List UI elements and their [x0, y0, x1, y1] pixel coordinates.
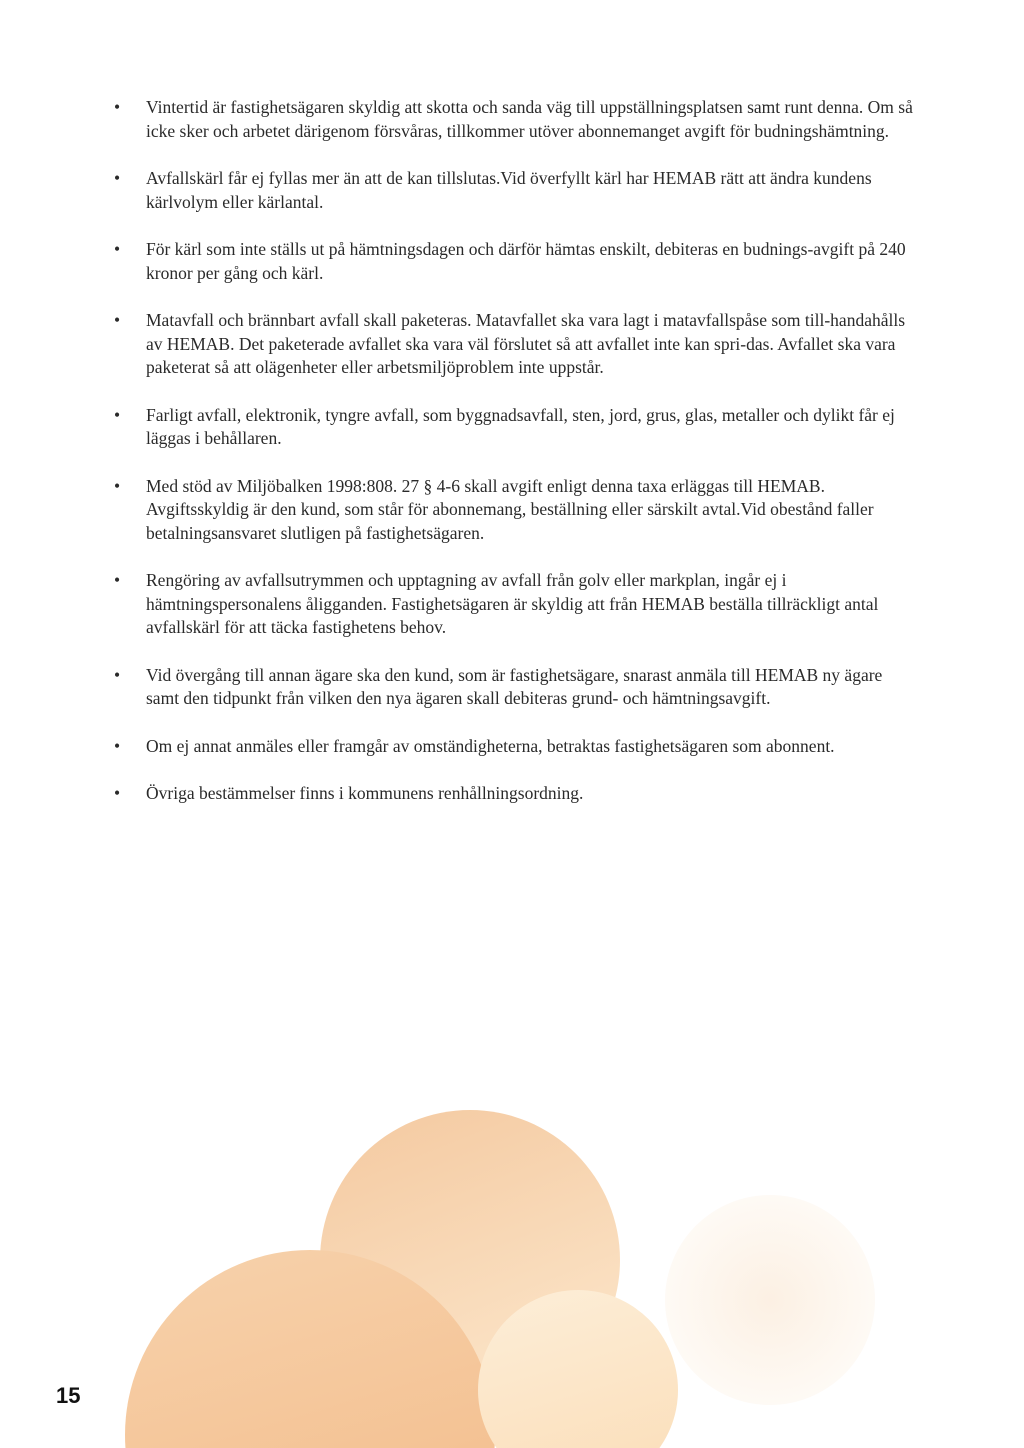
list-item-text: Vid övergång till annan ägare ska den kund, som är fastighetsägare, snarast anmäla till HEMAB ny ägare samt den tidpunkt från vilken den nya ägaren skall debiteras grund- och hämtningsavgift. [146, 664, 883, 708]
list-item-text: Vintertid är fastighetsägaren skyldig att skotta och sanda väg till uppställningsplatsen samt runt denna. Om så icke sker och arbetet därigenom försvåras, tillkommer utöver abonnemanget avgift för budningshämtning. [146, 97, 913, 141]
list-item-text: Farligt avfall, elektronik, tyngre avfall, som byggnadsavfall, sten, jord, grus, glas, metaller och dylikt får ej läggas i behållaren. [146, 404, 895, 448]
list-item [114, 664, 914, 711]
terms-bullet-list [114, 96, 914, 830]
list-item [114, 735, 914, 759]
list-item-text: Matavfall och brännbart avfall skall paketeras. Matavfallet ska vara lagt i matavfallspåse som till-handahålls av HEMAB. Det paketerade avfallet ska vara väl förslutet så att avfallet inte kan spri-das. Avfallet ska vara paketerat så att olägenheter eller arbetsmiljöproblem inte uppstår. [146, 310, 906, 377]
list-item [114, 782, 914, 806]
bullet-icon: • [114, 664, 121, 685]
page-number: 15 [56, 1383, 81, 1408]
bullet-icon: • [114, 310, 121, 330]
list-item [114, 569, 914, 640]
list-item-text: Med stöd av Miljöbalken 1998:808. 27 § 4-6 skall avgift enligt denna taxa erläggas till HEMAB. Avgiftsskyldig är den kund, som står för abonnemang, beställning eller särskilt avtal.Vid obestånd faller betalningsansvaret slutligen på fastighetsägaren. [146, 475, 874, 543]
list-item [114, 475, 914, 546]
list-item [114, 96, 914, 143]
list-item [114, 404, 914, 451]
bullet-icon: • [114, 168, 121, 188]
bullet-icon: • [114, 404, 121, 425]
bullet-icon: • [114, 570, 121, 590]
list-item-text: Rengöring av avfallsutrymmen och upptagning av avfall från golv eller markplan, ingår ej i hämtningspersonalens åligganden. Fastighetsägaren är skyldig att från HEMAB beställa tillräckligt antal avfallskärl för att täcka fastighetens behov. [146, 570, 879, 637]
faint-circle [665, 1195, 875, 1405]
bullet-icon: • [114, 239, 121, 259]
list-item [114, 309, 914, 380]
list-item-text: Avfallskärl får ej fyllas mer än att de kan tillslutas.Vid överfyllt kärl har HEMAB rätt att ändra kundens kärlvolym eller kärlantal. [146, 168, 872, 212]
bullet-icon: • [114, 783, 121, 803]
list-item-text: Om ej annat anmäles eller framgår av omständigheterna, betraktas fastighetsägaren som abonnent. [146, 735, 835, 756]
list-item-text: För kärl som inte ställs ut på hämtningsdagen och därför hämtas enskilt, debiteras en budnings-avgift på 240 kronor per gång och kärl. [146, 239, 906, 283]
bullet-icon: • [114, 475, 121, 496]
bullet-icon: • [114, 735, 121, 756]
list-item [114, 238, 914, 285]
list-item [114, 167, 914, 214]
list-item-text: Övriga bestämmelser finns i kommunens renhållningsordning. [146, 783, 584, 803]
decorative-circles [0, 1060, 1024, 1448]
bullet-icon: • [114, 97, 121, 117]
